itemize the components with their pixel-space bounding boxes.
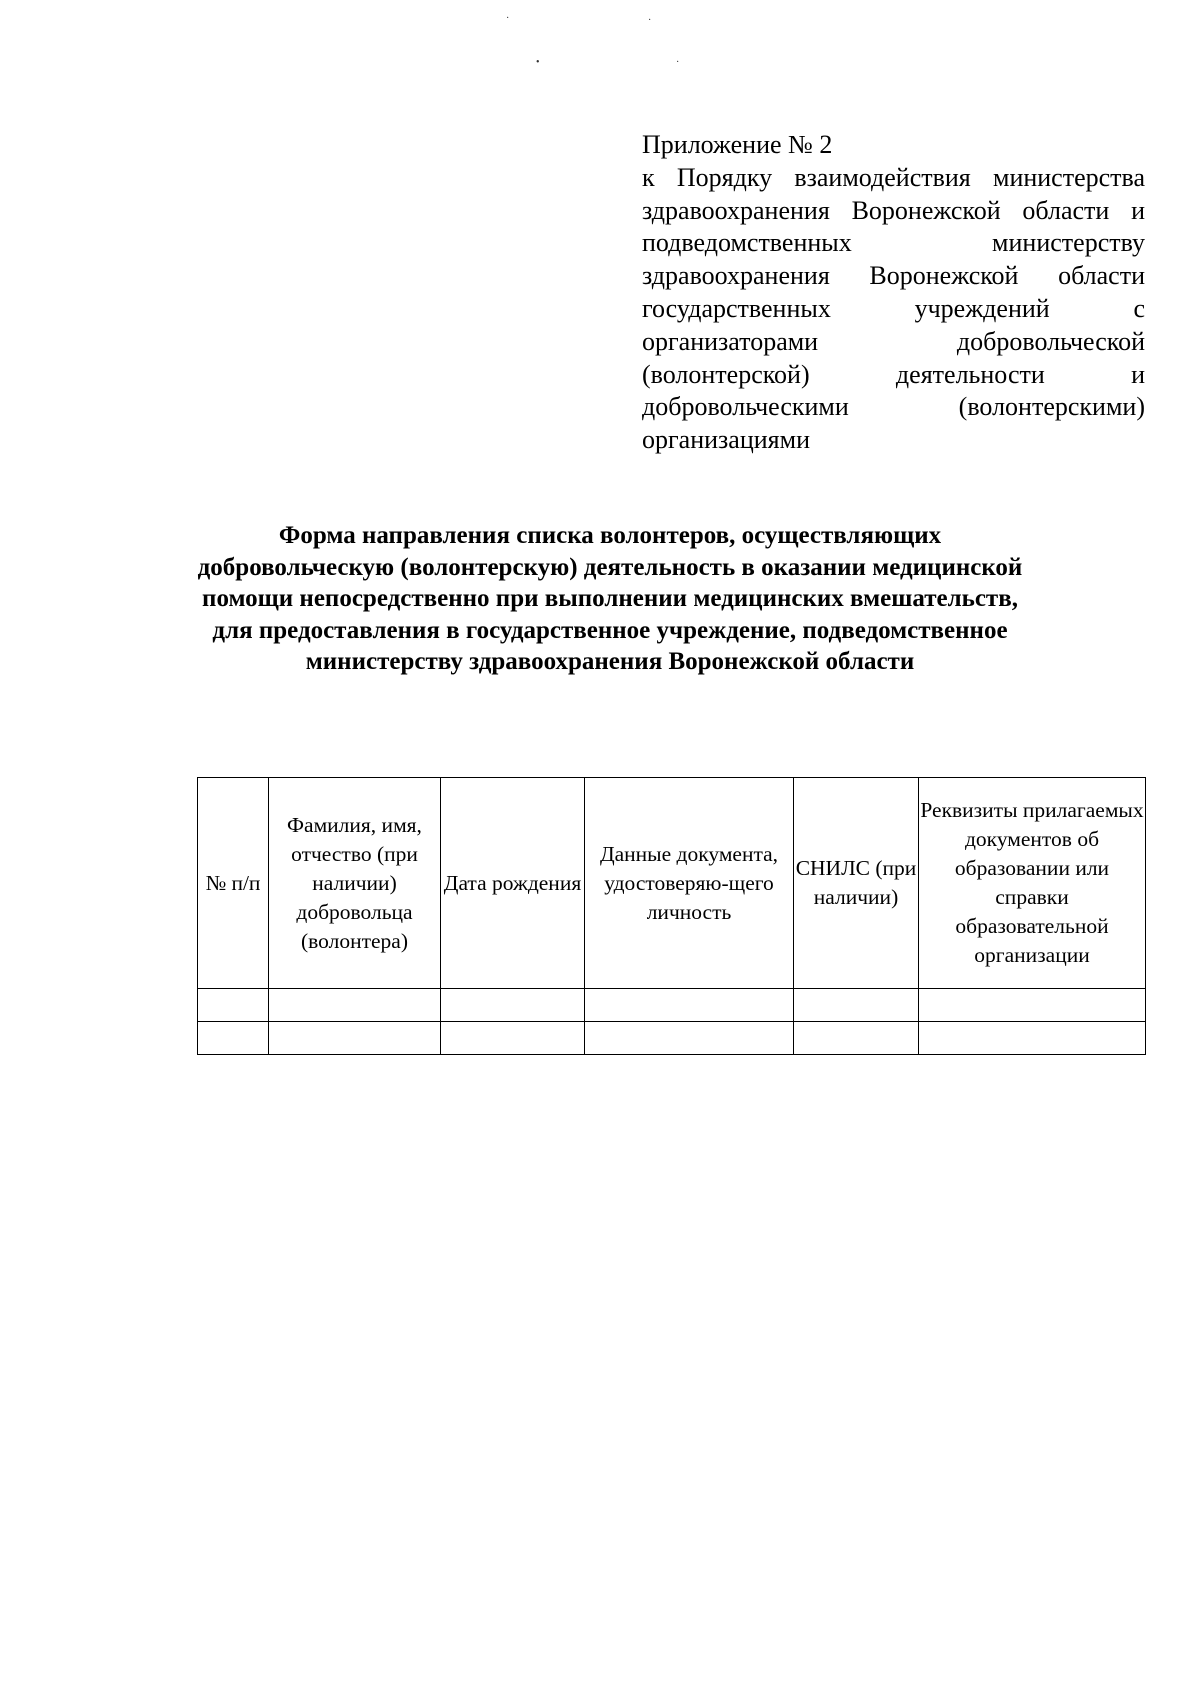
form-title: Форма направления списка волонтеров, осуществляющих добровольческую (волонтерскую) деятельность в оказании медицинской помощи непосредственно при выполнении медицинских вмешательств, для предоставления в государственное учреждение, подведомственное министерству здравоохранения Воронежской области: [197, 522, 1023, 676]
header-identity-document: Данные документа, удостоверяю-щего личность: [585, 778, 794, 989]
table-cell: [794, 989, 919, 1022]
table-cell: [198, 989, 269, 1022]
scan-speck: •: [536, 57, 540, 68]
scan-speck: ·: [676, 57, 680, 68]
appendix-reference: к Порядку взаимодействия министерства здравоохранения Воронежской области и подведомственных министерству здравоохранения Воронежской области государственных учреждений с организаторами добровольческой (волонтерской) деятельности и добровольческими (волонтерскими) организациями: [642, 162, 1145, 455]
table-row: [198, 1022, 1146, 1055]
table-cell: [585, 1022, 794, 1055]
appendix-header: [642, 129, 1145, 457]
table-row: [198, 989, 1146, 1022]
appendix-number: Приложение № 2: [642, 130, 833, 159]
table-cell: [441, 989, 585, 1022]
table-cell: [198, 1022, 269, 1055]
table-cell: [919, 1022, 1146, 1055]
volunteers-table: [197, 777, 1146, 1055]
header-number: № п/п: [198, 778, 269, 989]
header-full-name: Фамилия, имя, отчество (при наличии) добровольца (волонтера): [269, 778, 441, 989]
header-snils: СНИЛС (при наличии): [794, 778, 919, 989]
table-cell: [585, 989, 794, 1022]
table-cell: [441, 1022, 585, 1055]
scan-speck: ·: [506, 13, 510, 24]
table-cell: [269, 1022, 441, 1055]
table-cell: [919, 989, 1146, 1022]
table-header-row: [198, 778, 1146, 989]
table-cell: [794, 1022, 919, 1055]
header-education-documents: Реквизиты прилагаемых документов об образовании или справки образовательной организации: [919, 778, 1146, 989]
scan-speck: ·: [648, 15, 652, 26]
header-birth-date: Дата рождения: [441, 778, 585, 989]
table-cell: [269, 989, 441, 1022]
